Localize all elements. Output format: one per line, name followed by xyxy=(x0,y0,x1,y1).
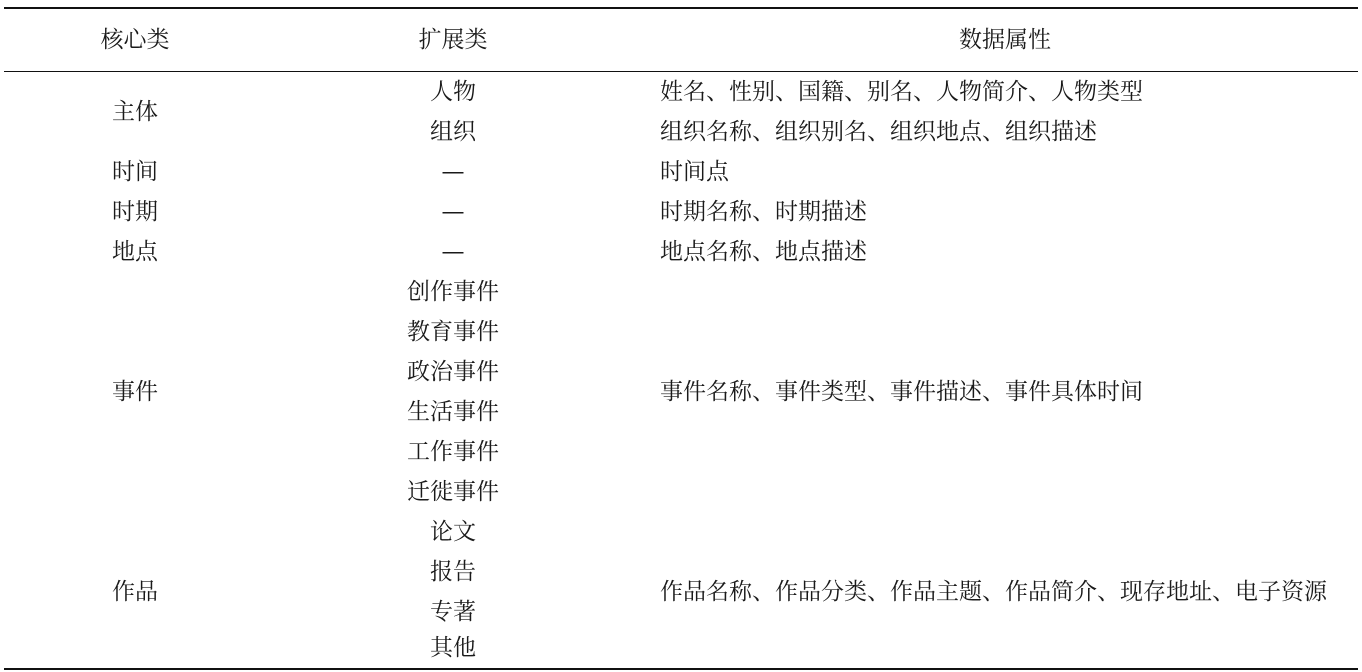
ext-event-work: 工作事件 xyxy=(407,439,499,465)
ext-event-migration: 迁徙事件 xyxy=(407,479,499,505)
ext-event-education: 教育事件 xyxy=(407,319,499,345)
header-extended-class: 扩展类 xyxy=(418,27,488,53)
ext-period: — xyxy=(441,199,465,225)
core-work: 作品 xyxy=(112,579,158,605)
ext-work-other: 其他 xyxy=(430,635,476,661)
ext-event-life: 生活事件 xyxy=(407,399,499,425)
ext-event-politics: 政治事件 xyxy=(407,359,499,385)
attrs-period: 时期名称、时期描述 xyxy=(660,199,867,225)
ext-time: — xyxy=(441,159,465,185)
ext-organization: 组织 xyxy=(430,119,476,145)
attrs-work: 作品名称、作品分类、作品主题、作品简介、现存地址、电子资源 xyxy=(660,579,1327,605)
ext-work-paper: 论文 xyxy=(430,519,476,545)
top-rule xyxy=(4,7,1358,9)
attrs-place: 地点名称、地点描述 xyxy=(660,239,867,265)
header-data-attributes: 数据属性 xyxy=(959,27,1051,53)
core-time: 时间 xyxy=(112,159,158,185)
ext-place: — xyxy=(441,239,465,265)
ext-person: 人物 xyxy=(430,79,476,105)
ext-event-creation: 创作事件 xyxy=(407,279,499,305)
attrs-organization: 组织名称、组织别名、组织地点、组织描述 xyxy=(660,119,1097,145)
attrs-time: 时间点 xyxy=(660,159,729,185)
core-period: 时期 xyxy=(112,199,158,225)
header-core-class: 核心类 xyxy=(100,27,170,53)
core-subject: 主体 xyxy=(112,99,158,125)
ext-work-report: 报告 xyxy=(430,559,476,585)
core-place: 地点 xyxy=(112,239,158,265)
core-event: 事件 xyxy=(112,379,158,405)
ext-work-monograph: 专著 xyxy=(430,599,476,625)
attrs-person: 姓名、性别、国籍、别名、人物简介、人物类型 xyxy=(660,79,1143,105)
attrs-event: 事件名称、事件类型、事件描述、事件具体时间 xyxy=(660,379,1143,405)
bottom-rule xyxy=(4,668,1358,670)
